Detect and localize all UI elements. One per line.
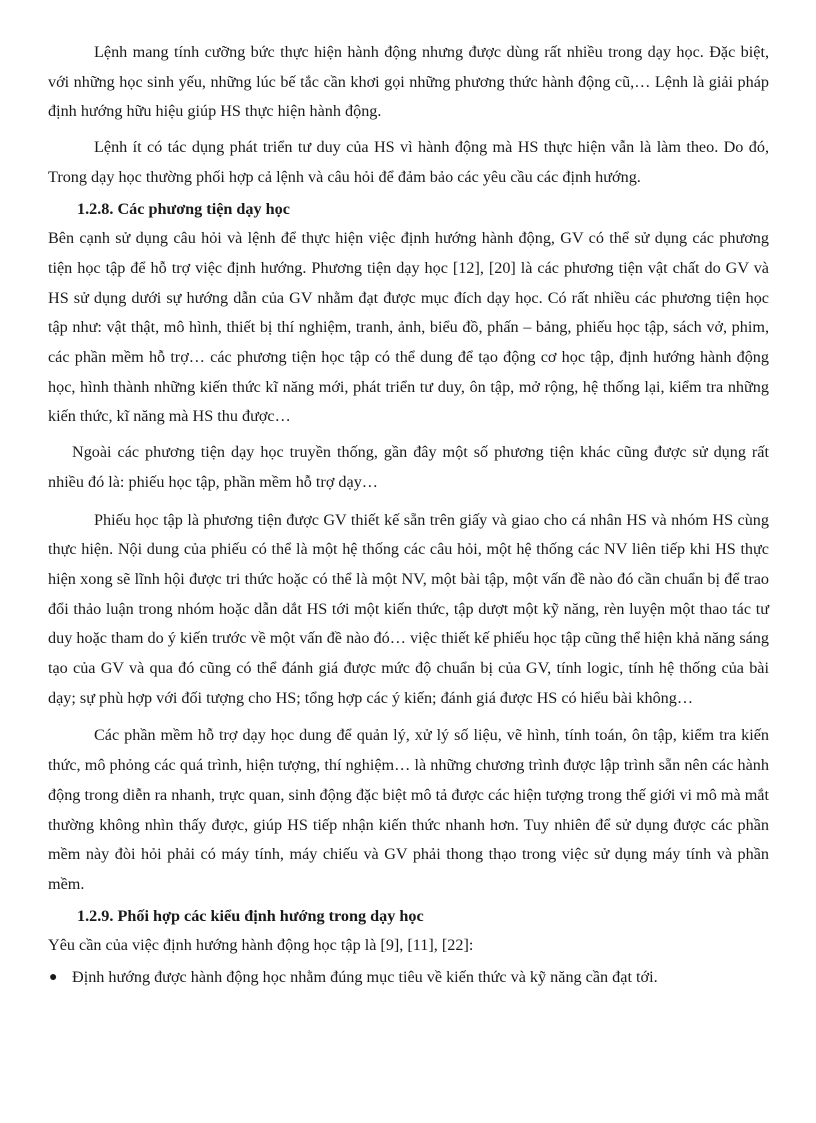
document-page	[48, 38, 769, 993]
bullet-icon: ●	[49, 970, 58, 986]
heading-1-2-8: 1.2.8. Các phương tiện dạy học	[77, 199, 290, 218]
paragraph-phuong-tien-khac: Ngoài các phương tiện dạy học truyền thống, gần đây một số phương tiện khác cũng được sử dụng rất nhiều đó là: phiếu học tập, phần mềm hỗ trợ dạy…	[48, 443, 769, 491]
requirements-list	[48, 963, 769, 993]
list-item-text: Định hướng được hành động học nhằm đúng mục tiêu về kiến thức và kỹ năng cần đạt tới.	[72, 968, 658, 987]
heading-1-2-9: 1.2.9. Phối hợp các kiểu định hướng trong dạy học	[77, 906, 424, 925]
paragraph-phieu-hoc-tap: Phiếu học tập là phương tiện được GV thiết kế sẵn trên giấy và giao cho cá nhân HS và nhóm HS cùng thực hiện. Nội dung của phiếu có thể là một hệ thống các câu hỏi, một hệ thống các NV liên tiếp khi HS thực hiện xong sẽ lĩnh hội được tri thức hoặc có thể là một NV, một bài tập, một vấn đề nào đó cần chuẩn bị để trao đổi thảo luận trong nhóm hoặc dẫn dắt HS tới một kiến thức, tập dượt một kỹ năng, rèn luyện một thao tác tư duy hoặc tham do ý kiến trước về một vấn đề nào đó… việc thiết kế phiếu học tập cũng thể hiện khả năng sáng tạo của GV và qua đó cũng có thể đánh giá được mức độ chuẩn bị của GV, tính logic, tính hệ thống của bài dạy; sự phù hợp với đối tượng cho HS; tổng hợp các ý kiến; đánh giá được HS có hiểu bài không…	[48, 510, 769, 707]
list-item	[48, 963, 769, 993]
paragraph-lenh-cuong-buc: Lệnh mang tính cưỡng bức thực hiện hành động nhưng được dùng rất nhiều trong dạy học. Đặc biệt, với những học sinh yếu, những lúc bế tắc cần khơi gọi những phương thức hành động cũ,… Lệnh là giải pháp định hướng hữu hiệu giúp HS thực hiện hành động.	[48, 43, 769, 121]
paragraph-phuong-tien-intro: Bên cạnh sử dụng câu hỏi và lệnh để thực hiện việc định hướng hành động, GV có thể sử dụng các phương tiện học tập để hỗ trợ việc định hướng. Phương tiện dạy học [12], [20] là các phương tiện vật chất do GV và HS sử dụng dưới sự hướng dẫn của GV nhằm đạt được mục đích dạy học. Có rất nhiều các phương tiện học tập như: vật thật, mô hình, thiết bị thí nghiệm, tranh, ảnh, biểu đồ, phấn – bảng, phiếu học tập, sách vở, phim, các phần mềm hỗ trợ… các phương tiện học tập có thể dung để tạo động cơ học tập, định hướng hành động học, hình thành những kiến thức kĩ năng mới, phát triển tư duy, ôn tập, mở rộng, hệ thống lại, kiểm tra những kiến thức, kĩ năng mà HS thu được…	[48, 229, 769, 426]
paragraph-lenh-it-tac-dung: Lệnh ít có tác dụng phát triển tư duy của HS vì hành động mà HS thực hiện vẫn là làm theo. Do đó, Trong dạy học thường phối hợp cả lệnh và câu hỏi để đảm bảo các yêu cầu các định hướng.	[48, 138, 769, 186]
paragraph-yeu-cau: Yêu cần của việc định hướng hành động học tập là [9], [11], [22]:	[48, 936, 474, 955]
paragraph-phan-mem: Các phần mềm hỗ trợ dạy học dung để quản lý, xử lý số liệu, vẽ hình, tính toán, ôn tập, kiểm tra kiến thức, mô phỏng các quá trình, hiện tượng, thí nghiệm… là những chương trình được lập trình sẵn nên các hành động trong diễn ra nhanh, trực quan, sinh động đặc biệt mô tả được các hiện tượng trong thế giới vi mô mà mắt thường không nhìn thấy được, giúp HS tiếp nhận kiến thức nhanh hơn. Tuy nhiên để sử dụng được các phần mềm này đòi hỏi phải có máy tính, máy chiếu và GV phải thong thạo trong việc sử dụng máy tính và phần mềm.	[48, 726, 769, 893]
